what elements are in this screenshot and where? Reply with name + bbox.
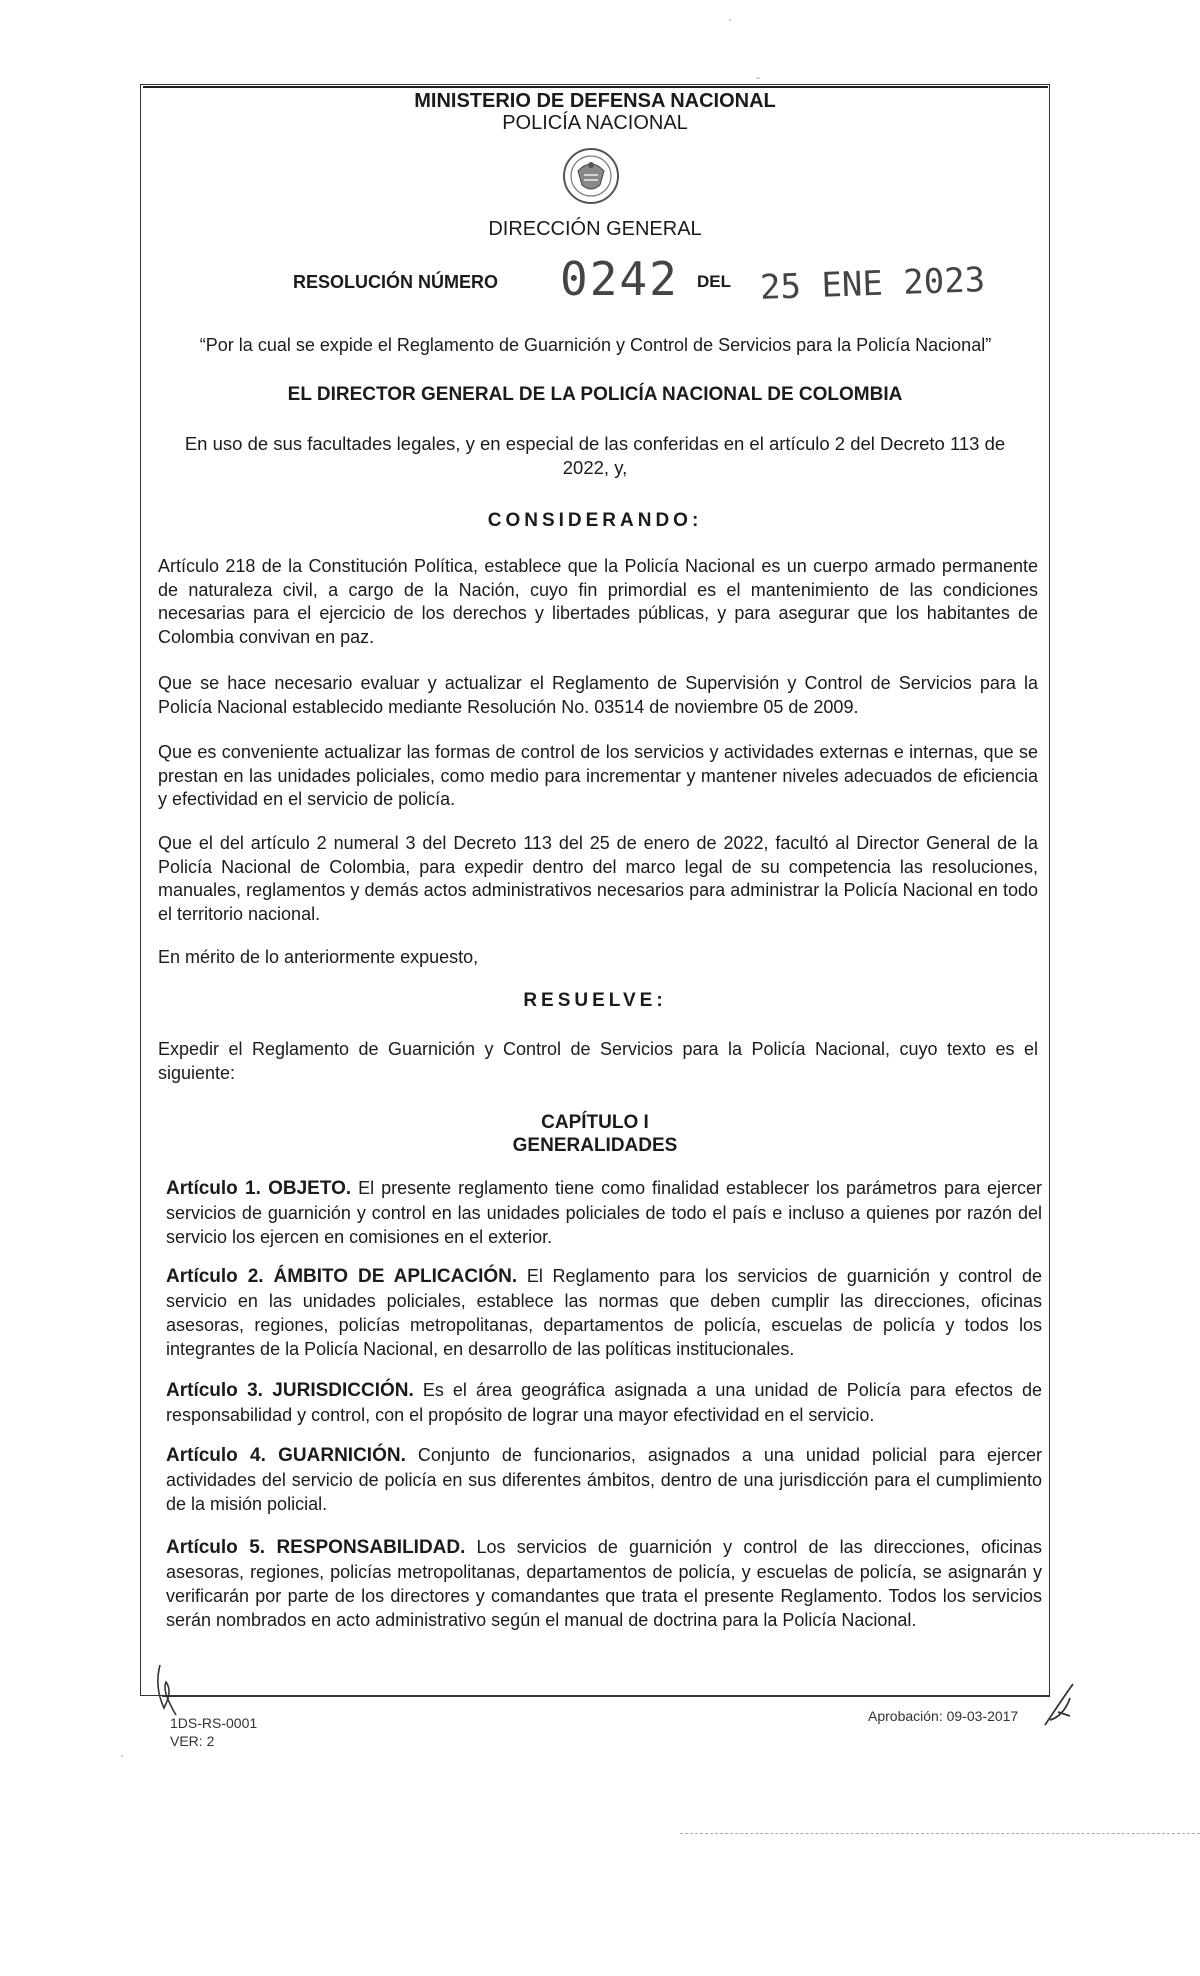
considerando-paragraph: En mérito de lo anteriormente expuesto, [158, 947, 479, 967]
article-text: Conjunto de funcionarios, asignados a una unidad policial para ejercer actividades del servicio de policía en sus diferentes ámbitos, dentro de una jurisdicción para el cumplimiento de la misión policial. [166, 1445, 1042, 1514]
approval-date: Aprobación: 09-03-2017 [868, 1708, 1019, 1724]
direction-heading: DIRECCIÓN GENERAL [488, 218, 702, 240]
article-text: Los servicios de guarnición y control de las direcciones, oficinas asesoras, regiones, policías metropolitanas, departamentos de policía, y escuelas de policía, se asignarán y verificarán por parte de los directores y comandantes que trata el presente Reglamento. Todos los servicios serán nombrados en acto administrativo según el manual de doctrina para la Policía Nacional. [166, 1537, 1042, 1630]
article-title: Artículo 3. JURISDICCIÓN. [166, 1380, 414, 1401]
considerando-paragraph: Artículo 218 de la Constitución Política, establece que la Policía Nacional es un cuerpo armado permanente de naturaleza civil, a cargo de la Nación, cuyo fin primordial es el mantenimiento de las condiciones necesarias para el ejercicio de los derechos y libertades públicas, y para asegurar que los habitantes de Colombia convivan en paz. [158, 556, 1038, 647]
resolution-label: RESOLUCIÓN NÚMERO [293, 272, 499, 292]
article-3 [166, 1378, 1042, 1427]
initials-signature [152, 1660, 182, 1720]
chapter-number: CAPÍTULO I [541, 1112, 649, 1133]
resolution-title: “Por la cual se expide el Reglamento de Guarnición y Control de Servicios para la Policía Nacional” [199, 335, 992, 355]
scan-artifact-dot: · [120, 1748, 124, 1762]
article-title: Artículo 2. ÁMBITO DE APLICACIÓN. [166, 1266, 518, 1287]
resolution-number: 0242 [560, 252, 679, 306]
considerando-paragraph: Que se hace necesario evaluar y actualizar el Reglamento de Supervisión y Control de Servicios para la Policía Nacional establecido mediante Resolución No. 03514 de noviembre 05 de 2009. [158, 673, 1038, 717]
article-title: Artículo 1. OBJETO. [166, 1178, 352, 1199]
considerando-paragraph: Que el del artículo 2 numeral 3 del Decreto 113 del 25 de enero de 2022, facultó al Director General de la Policía Nacional de Colombia, para expedir dentro del marco legal de su competencia las resoluciones, manuales, reglamentos y demás actos administrativos necesarios para administrar la Policía Nacional en todo el territorio nacional. [158, 833, 1038, 924]
article-5 [166, 1535, 1042, 1632]
scan-artifact-line [680, 1833, 1200, 1834]
chapter-name: GENERALIDADES [512, 1135, 678, 1156]
signature-mark [1040, 1680, 1080, 1730]
document-code [170, 1714, 257, 1750]
article-1 [166, 1176, 1042, 1249]
director-heading: EL DIRECTOR GENERAL DE LA POLICÍA NACIONAL DE COLOMBIA [287, 384, 903, 405]
resuelve-heading: RESUELVE: [523, 990, 667, 1011]
article-4 [166, 1443, 1042, 1516]
scan-artifact-dot: · [728, 12, 732, 26]
considerando-heading: CONSIDERANDO: [487, 510, 703, 531]
resuelve-intro: Expedir el Reglamento de Guarnición y Control de Servicios para la Policía Nacional, cuyo texto es el siguiente: [158, 1039, 1038, 1083]
form-code: 1DS-RS-0001 [170, 1715, 258, 1731]
article-2 [166, 1264, 1042, 1361]
police-heading: POLICÍA NACIONAL [502, 112, 688, 134]
ministry-heading: MINISTERIO DE DEFENSA NACIONAL [414, 90, 776, 112]
header-rule [143, 86, 1048, 88]
considerando-paragraph: Que es conveniente actualizar las formas de control de los servicios y actividades externas e internas, que se prestan en las unidades policiales, como medio para incrementar y mantener niveles adecuados de eficiencia y efectividad en el servicio de policía. [158, 742, 1038, 809]
article-text: El presente reglamento tiene como finalidad establecer los parámetros para ejercer servicios de guarnición y control en las unidades policiales de todo el país e incluso a quienes por razón del servicio los ejercen en comisiones en el exterior. [166, 1178, 1042, 1247]
article-title: Artículo 5. RESPONSABILIDAD. [166, 1537, 466, 1558]
article-text: Es el área geográfica asignada a una unidad de Policía para efectos de responsabilidad y control, con el propósito de lograr una mayor efectividad en el servicio. [166, 1380, 1042, 1425]
scan-artifact-dash: ‐ [756, 70, 760, 84]
article-text: El Reglamento para los servicios de guarnición y control de servicio en las unidades policiales, establece las normas que deben cumplir las direcciones, oficinas asesoras, regiones, policías metropolitanas, departamentos de policía, escuelas de policía y todos los integrantes de la Policía Nacional, en desarrollo de las políticas institucionales. [166, 1266, 1042, 1359]
chapter-heading [140, 1111, 1050, 1157]
article-title: Artículo 4. GUARNICIÓN. [166, 1445, 406, 1466]
resolution-date: 25 ENE 2023 [759, 260, 986, 308]
date-label: DEL [697, 272, 731, 291]
legal-basis: En uso de sus facultades legales, y en especial de las conferidas en el artículo 2 del Decreto 113 de 2022, y, [184, 433, 1006, 478]
national-police-seal-icon [560, 145, 622, 207]
footer-rule [162, 1696, 1050, 1697]
form-version: VER: 2 [170, 1733, 215, 1749]
